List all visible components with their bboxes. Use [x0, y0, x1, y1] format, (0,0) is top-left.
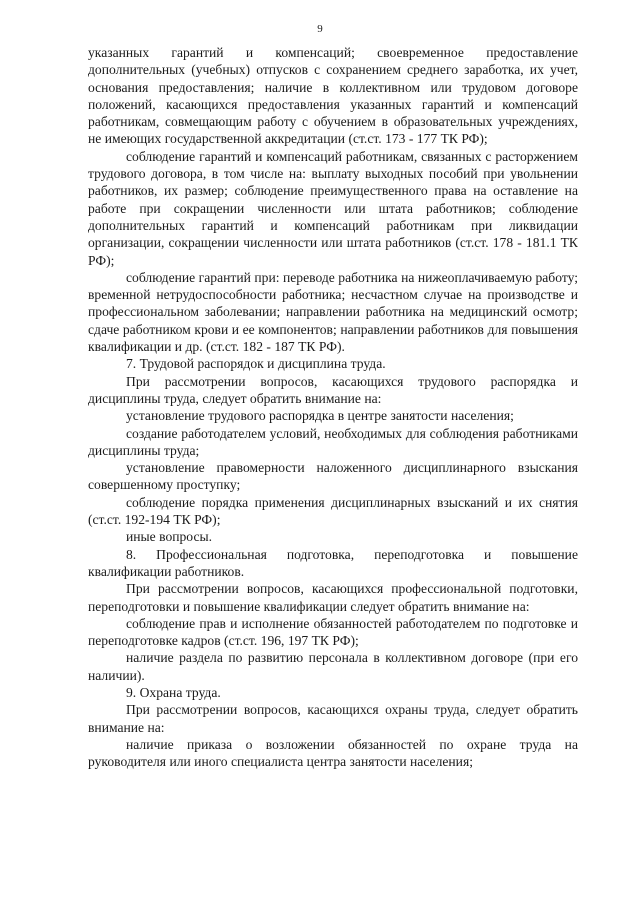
section-heading-9: 9. Охрана труда. [126, 684, 221, 700]
document-body [88, 44, 578, 770]
list-item-safety-order: наличие приказа о возложении обязанностей по охране труда на руководителя или иного специалиста центра занятости населения; [88, 736, 578, 770]
paragraph-guarantees-education: указанных гарантий и компенсаций; своевременное предоставление дополнительных (учебных) отпусков с сохранением среднего заработка, их учет, основания предоставления; наличие в коллективном или трудовом договоре положений, касающихся предоставления указанных гарантий и компенсаций работникам, совмещающим работу с обучением в образовательных учреждениях, не имеющих государственной аккредитации (ст.ст. 173 - 177 ТК РФ); [88, 45, 578, 147]
list-item-work-schedule: установление трудового распорядка в центре занятости населения; [126, 408, 514, 424]
list-item-discipline-conditions: создание работодателем условий, необходимых для соблюдения работниками дисциплины труда; [88, 425, 578, 458]
list-item-penalty-lawfulness: установление правомерности наложенного дисциплинарного взыскания совершенному проступку; [88, 460, 578, 493]
paragraph-safety-intro: При рассмотрении вопросов, касающихся охраны труда, следует обратить внимание на: [88, 702, 578, 735]
list-item-training-rights: соблюдение прав и исполнение обязанностей работодателем по подготовке и переподготовке кадров (ст.ст. 196, 197 ТК РФ); [88, 615, 578, 649]
paragraph-training-intro: При рассмотрении вопросов, касающихся профессиональной подготовки, переподготовки и повышение квалификации следует обратить внимание на: [88, 581, 578, 614]
list-item-penalty-procedure: соблюдение порядка применения дисциплинарных взысканий и их снятия (ст.ст. 192-194 ТК РФ); [88, 494, 578, 528]
paragraph-discipline-intro: При рассмотрении вопросов, касающихся трудового распорядка и дисциплины труда, следует обратить внимание на: [88, 373, 578, 406]
page-number: 9 [317, 23, 323, 35]
section-heading-7: 7. Трудовой распорядок и дисциплина труда. [126, 356, 386, 372]
section-heading-8: 8. Профессиональная подготовка, переподготовка и повышение квалификации работников. [88, 546, 578, 579]
list-item-other-questions: иные вопросы. [126, 529, 213, 545]
paragraph-termination-guarantees: соблюдение гарантий и компенсаций работникам, связанных с расторжением трудового договора, в том числе на: выплату выходных пособий при увольнении работников, их размер; соблюдение преимущественного права на оставление на работе при сокращении численности или штата работников; соблюдение дополнительных гарантий и компенсаций работникам при ликвидации организации, сокращении численности или штата работников (ст.ст. 178 - 181.1 ТК РФ); [88, 148, 578, 268]
list-item-personnel-development: наличие раздела по развитию персонала в коллективном договоре (при его наличии). [88, 650, 578, 683]
paragraph-transfer-guarantees: соблюдение гарантий при: переводе работника на нижеоплачиваемую работу; временной нетрудоспособности работника; несчастном случае на производстве и профессиональном заболевании; направлении работника на медицинский осмотр; сдаче работником крови и ее компонентов; направлении работников для повышения квалификации и др. (ст.ст. 182 - 187 ТК РФ). [88, 269, 578, 355]
